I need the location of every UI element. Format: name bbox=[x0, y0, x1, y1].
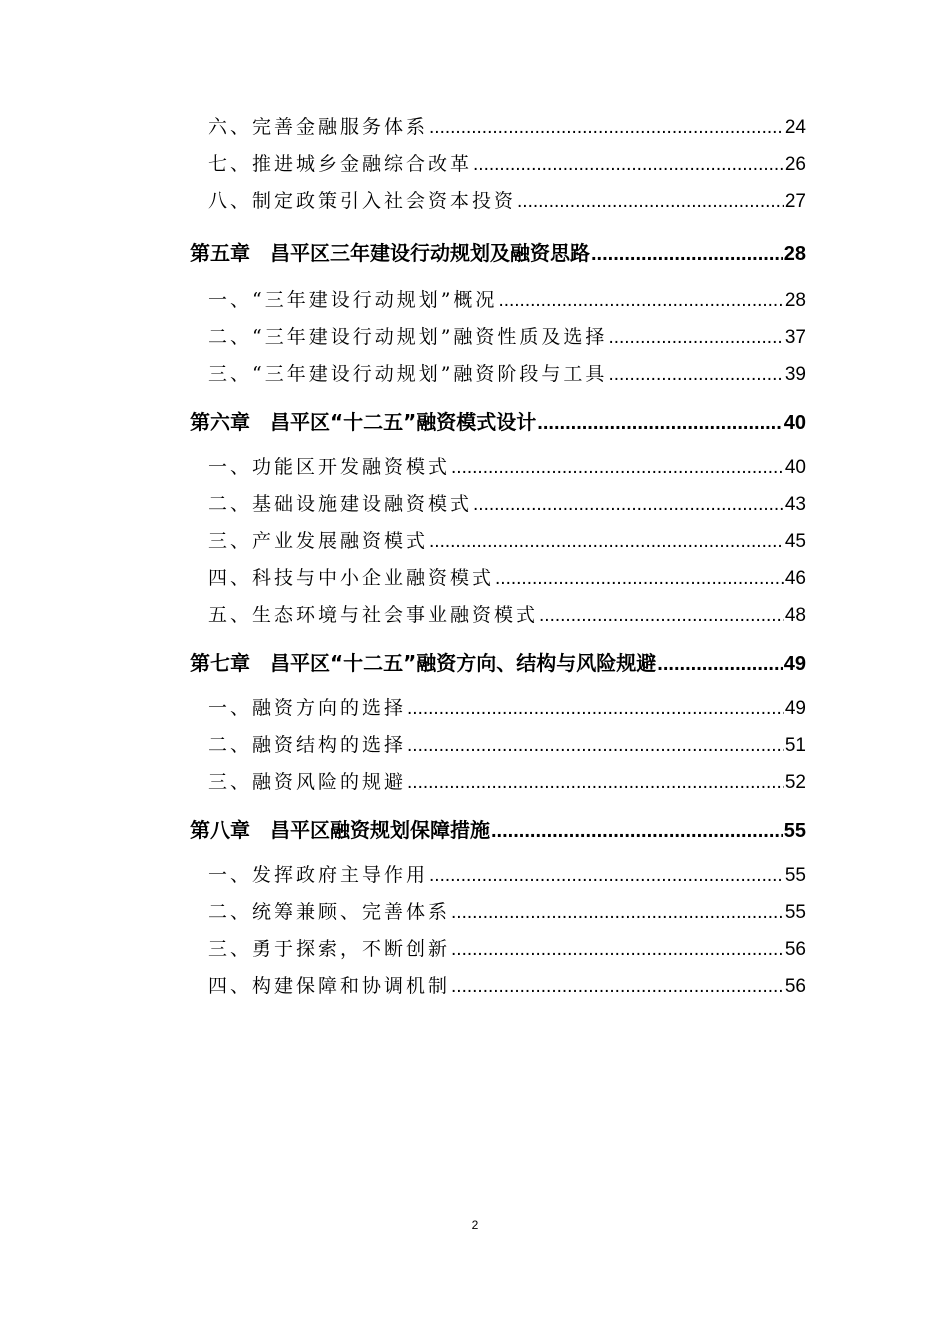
toc-entry-section[interactable] bbox=[190, 109, 806, 146]
toc-entry-label: 一、“三年建设行动规划”概况 bbox=[208, 289, 498, 311]
toc-entry-label: 八、制定政策引入社会资本投资 bbox=[208, 190, 517, 212]
toc-entry-label: 二、基础设施建设融资模式 bbox=[208, 493, 473, 515]
toc-entry-page: 51 bbox=[784, 735, 806, 756]
toc-leader-dots bbox=[591, 225, 783, 283]
toc-leader-dots bbox=[451, 449, 784, 486]
toc-entry-page: 27 bbox=[784, 191, 806, 212]
toc-chapter-page: 55 bbox=[783, 820, 806, 842]
toc-entry-label: 五、生态环境与社会事业融资模式 bbox=[208, 604, 539, 626]
toc-entry-label: 七、推进城乡金融综合改革 bbox=[208, 153, 473, 175]
toc-leader-dots bbox=[407, 690, 784, 727]
toc-entry-section[interactable] bbox=[190, 857, 806, 894]
toc-entry-section[interactable] bbox=[190, 449, 806, 486]
toc-entry-section[interactable] bbox=[190, 282, 806, 319]
toc-entry-page: 26 bbox=[784, 154, 806, 175]
toc-entry-page: 46 bbox=[784, 568, 806, 589]
toc-entry-section[interactable] bbox=[190, 183, 806, 220]
toc-entry-page: 48 bbox=[784, 605, 806, 626]
toc-entry-label: 六、完善金融服务体系 bbox=[208, 116, 429, 138]
toc-entry-label: 四、科技与中小企业融资模式 bbox=[208, 567, 495, 589]
toc-leader-dots bbox=[608, 356, 783, 393]
toc-chapter-label: 第七章 昌平区“十二五”融资方向、结构与风险规避 bbox=[190, 651, 657, 675]
toc-chapter-page: 28 bbox=[783, 243, 806, 265]
toc-leader-dots bbox=[473, 146, 784, 183]
toc-entry-section[interactable] bbox=[190, 356, 806, 393]
toc-chapter-label: 第八章 昌平区融资规划保障措施 bbox=[190, 818, 490, 842]
toc-entry-section[interactable] bbox=[190, 319, 806, 356]
toc-entry-page: 24 bbox=[784, 117, 806, 138]
toc-entry-section[interactable] bbox=[190, 560, 806, 597]
footer-page-number: 2 bbox=[471, 1218, 479, 1232]
toc-entry-page: 56 bbox=[784, 939, 806, 960]
toc-entry-section[interactable] bbox=[190, 523, 806, 560]
toc-chapter-page: 40 bbox=[783, 412, 806, 434]
toc-entry-page: 55 bbox=[784, 902, 806, 923]
toc-entry-label: 一、发挥政府主导作用 bbox=[208, 864, 429, 886]
toc-entry-label: 三、产业发展融资模式 bbox=[208, 530, 429, 552]
toc-entry-page: 43 bbox=[784, 494, 806, 515]
toc-entry-page: 39 bbox=[784, 364, 806, 385]
toc-leader-dots bbox=[451, 931, 784, 968]
toc-entry-label: 二、统筹兼顾、完善体系 bbox=[208, 901, 451, 923]
toc-leader-dots bbox=[491, 802, 783, 860]
toc-entry-page: 40 bbox=[784, 457, 806, 478]
toc-entry-label: 三、融资风险的规避 bbox=[208, 771, 407, 793]
toc-entry-label: 二、融资结构的选择 bbox=[208, 734, 407, 756]
toc-entry-label: 三、勇于探索，不断创新 bbox=[208, 938, 451, 960]
toc-leader-dots bbox=[429, 857, 784, 894]
toc-leader-dots bbox=[657, 635, 782, 693]
toc-leader-dots bbox=[429, 109, 784, 146]
toc-entry-page: 49 bbox=[784, 698, 806, 719]
toc-leader-dots bbox=[473, 486, 784, 523]
toc-leader-dots bbox=[517, 183, 784, 220]
toc-entry-section[interactable] bbox=[190, 690, 806, 727]
toc-leader-dots bbox=[407, 727, 784, 764]
toc-leader-dots bbox=[608, 319, 783, 356]
toc-entry-page: 55 bbox=[784, 865, 806, 886]
toc-leader-dots bbox=[498, 282, 783, 319]
toc-entry-section[interactable] bbox=[190, 486, 806, 523]
toc-leader-dots bbox=[429, 523, 784, 560]
toc-entry-page: 52 bbox=[784, 772, 806, 793]
toc-entry-chapter[interactable] bbox=[190, 393, 806, 449]
toc-entry-label: 一、融资方向的选择 bbox=[208, 697, 407, 719]
toc-chapter-page: 49 bbox=[783, 653, 806, 675]
toc-entry-page: 45 bbox=[784, 531, 806, 552]
toc-entry-label: 三、“三年建设行动规划”融资阶段与工具 bbox=[208, 363, 608, 385]
toc-entry-label: 四、构建保障和协调机制 bbox=[208, 975, 451, 997]
toc-entry-section[interactable] bbox=[190, 931, 806, 968]
toc-leader-dots bbox=[451, 894, 784, 931]
toc-entry-chapter[interactable] bbox=[190, 801, 806, 857]
toc-entry-label: 一、功能区开发融资模式 bbox=[208, 456, 451, 478]
toc-leader-dots bbox=[495, 560, 784, 597]
toc-leader-dots bbox=[407, 764, 784, 801]
toc-leader-dots bbox=[451, 968, 784, 1005]
toc-entry-section[interactable] bbox=[190, 968, 806, 1005]
toc-entry-page: 56 bbox=[784, 976, 806, 997]
toc-entry-section[interactable] bbox=[190, 764, 806, 801]
toc-entry-label: 二、“三年建设行动规划”融资性质及选择 bbox=[208, 326, 608, 348]
toc-leader-dots bbox=[537, 394, 782, 452]
toc-entry-section[interactable] bbox=[190, 597, 806, 634]
toc-entry-chapter[interactable] bbox=[190, 634, 806, 690]
table-of-contents bbox=[190, 109, 806, 1005]
toc-entry-section[interactable] bbox=[190, 146, 806, 183]
toc-entry-section[interactable] bbox=[190, 727, 806, 764]
toc-entry-section[interactable] bbox=[190, 894, 806, 931]
toc-chapter-label: 第六章 昌平区“十二五”融资模式设计 bbox=[190, 410, 537, 434]
toc-entry-chapter[interactable] bbox=[190, 224, 806, 282]
toc-chapter-label: 第五章 昌平区三年建设行动规划及融资思路 bbox=[190, 241, 590, 265]
toc-leader-dots bbox=[539, 597, 784, 634]
toc-entry-page: 28 bbox=[784, 290, 806, 311]
toc-entry-page: 37 bbox=[784, 327, 806, 348]
